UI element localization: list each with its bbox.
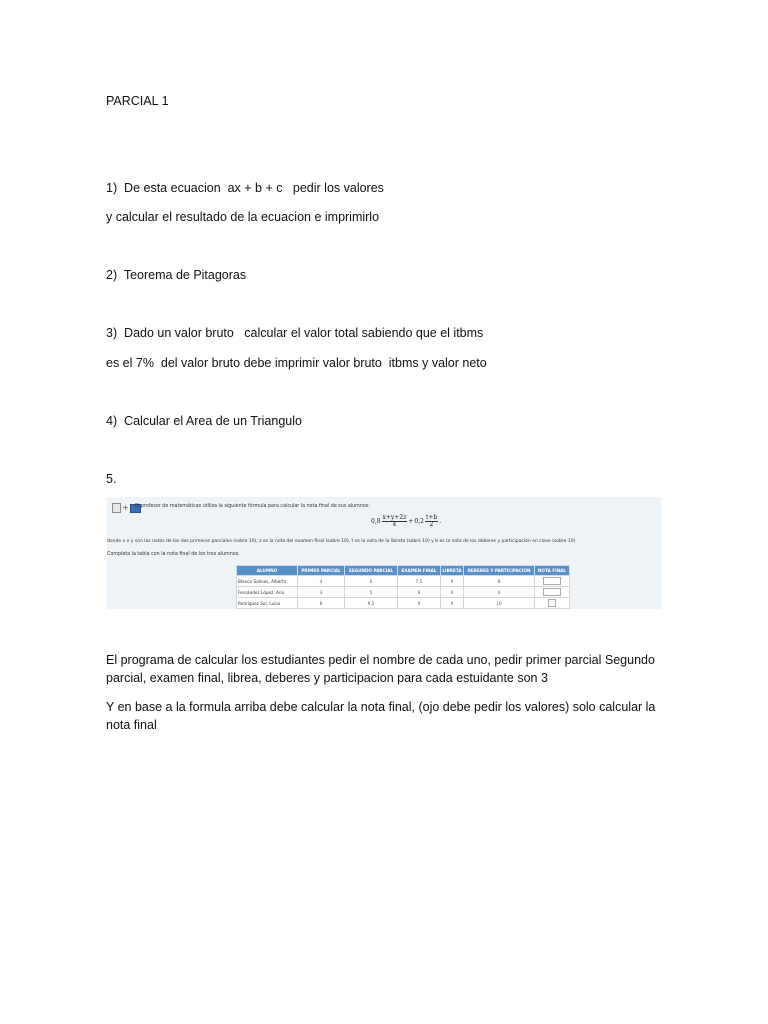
question-3-line-1: 3) Dado un valor bruto calcular el valor total sabiendo que el itbms: [106, 326, 484, 340]
formula-coef-2: 0,2: [414, 518, 424, 525]
table-cell: 5: [345, 587, 398, 598]
question-1-line-2: y calcular el resultado de la ecuacion e imprimirlo: [106, 210, 380, 224]
column-header: PRIMER PARCIAL: [298, 566, 345, 576]
table-row: [237, 576, 570, 587]
formula-numerator-2: t+b: [425, 514, 438, 521]
column-header: LIBRETA: [441, 566, 464, 576]
table-cell: 4: [441, 587, 464, 598]
question-2: 2) Teorema de Pitagoras: [106, 268, 247, 282]
final-grade-cell: [535, 587, 570, 598]
formula-coef-1: 0,8: [371, 518, 381, 525]
grades-table: [236, 565, 570, 609]
final-grade-cell: [535, 576, 570, 587]
table-cell: 3: [298, 587, 345, 598]
question-3-line-2: es el 7% del valor bruto debe imprimir valor bruto itbms y valor neto: [106, 356, 487, 370]
formula-end: .: [439, 518, 442, 525]
pencil-icon: [112, 503, 121, 513]
table-cell: 8: [464, 576, 535, 587]
formula-fraction-2: [425, 515, 438, 528]
column-header: SEGUNDO PARCIAL: [345, 566, 398, 576]
column-header: ALUMNO: [237, 566, 298, 576]
table-cell: 8: [298, 598, 345, 609]
final-grade-input[interactable]: [543, 577, 561, 585]
table-row: [237, 587, 570, 598]
table-cell: 4: [464, 587, 535, 598]
table-cell: 9: [441, 598, 464, 609]
question-5: 5.: [106, 472, 117, 486]
page-title: PARCIAL 1: [106, 94, 169, 108]
final-grade-input[interactable]: [548, 599, 556, 607]
body-paragraph-1: El programa de calcular los estudiantes pedir el nombre de cada uno, pedir primer parcial Segundo parcial, examen final, librea, deberes y participacion para cada estuidante son 3: [106, 653, 655, 685]
body-paragraph-2: Y en base a la formula arriba debe calcular la nota final, (ojo debe pedir los valores) solo calcular la nota final: [106, 700, 656, 732]
table-cell: 9: [441, 576, 464, 587]
embedded-exercise-image: [107, 497, 661, 609]
table-cell: 4: [298, 576, 345, 587]
table-row: [237, 598, 570, 609]
formula-plus: +: [408, 518, 414, 525]
final-grade-input[interactable]: [543, 588, 561, 596]
table-cell: 10: [464, 598, 535, 609]
column-header: DEBERES Y PARTICIPACIÓN: [464, 566, 535, 576]
plus-icon: +: [122, 503, 129, 512]
question-1-line-1: 1) De esta ecuacion ax + b + c pedir los valores: [106, 181, 384, 195]
final-grade-cell: [535, 598, 570, 609]
student-name: Rodríguez Sol, Luisa: [237, 598, 298, 609]
formula-numerator-1: x+y+2z: [382, 514, 407, 521]
question-4: 4) Calcular el Area de un Triangulo: [106, 414, 302, 428]
column-header: EXAMEN FINAL: [398, 566, 441, 576]
table-cell: 9,5: [345, 598, 398, 609]
formula-denominator-2: 2: [429, 521, 434, 528]
table-cell: 6: [345, 576, 398, 587]
student-name: Fernández López, Ana: [237, 587, 298, 598]
formula-denominator-1: 4: [392, 521, 397, 528]
grade-formula: [371, 515, 441, 528]
variable-definitions: donde x e y son las notas de los dos primeros parciales (sobre 10), z es la nota del examen final (sobre 10), t es la nota de la libreta (sobre 10) y b es la nota de los deberes y participación en clase (sobre 10).: [107, 539, 577, 544]
exercise-instruction: Completa la tabla con la nota final de los tres alumnos.: [107, 552, 240, 557]
exercise-intro: El profesor de matemáticas utiliza la siguiente fórmula para calcular la nota final de sus alumnos:: [135, 504, 370, 509]
table-cell: 7,5: [398, 576, 441, 587]
table-cell: 6: [398, 587, 441, 598]
table-cell: 9: [398, 598, 441, 609]
formula-fraction-1: [382, 515, 408, 528]
column-header: NOTA FINAL: [535, 566, 570, 576]
table-header-row: [237, 566, 570, 576]
student-name: Blanco Salinas, Alberto: [237, 576, 298, 587]
